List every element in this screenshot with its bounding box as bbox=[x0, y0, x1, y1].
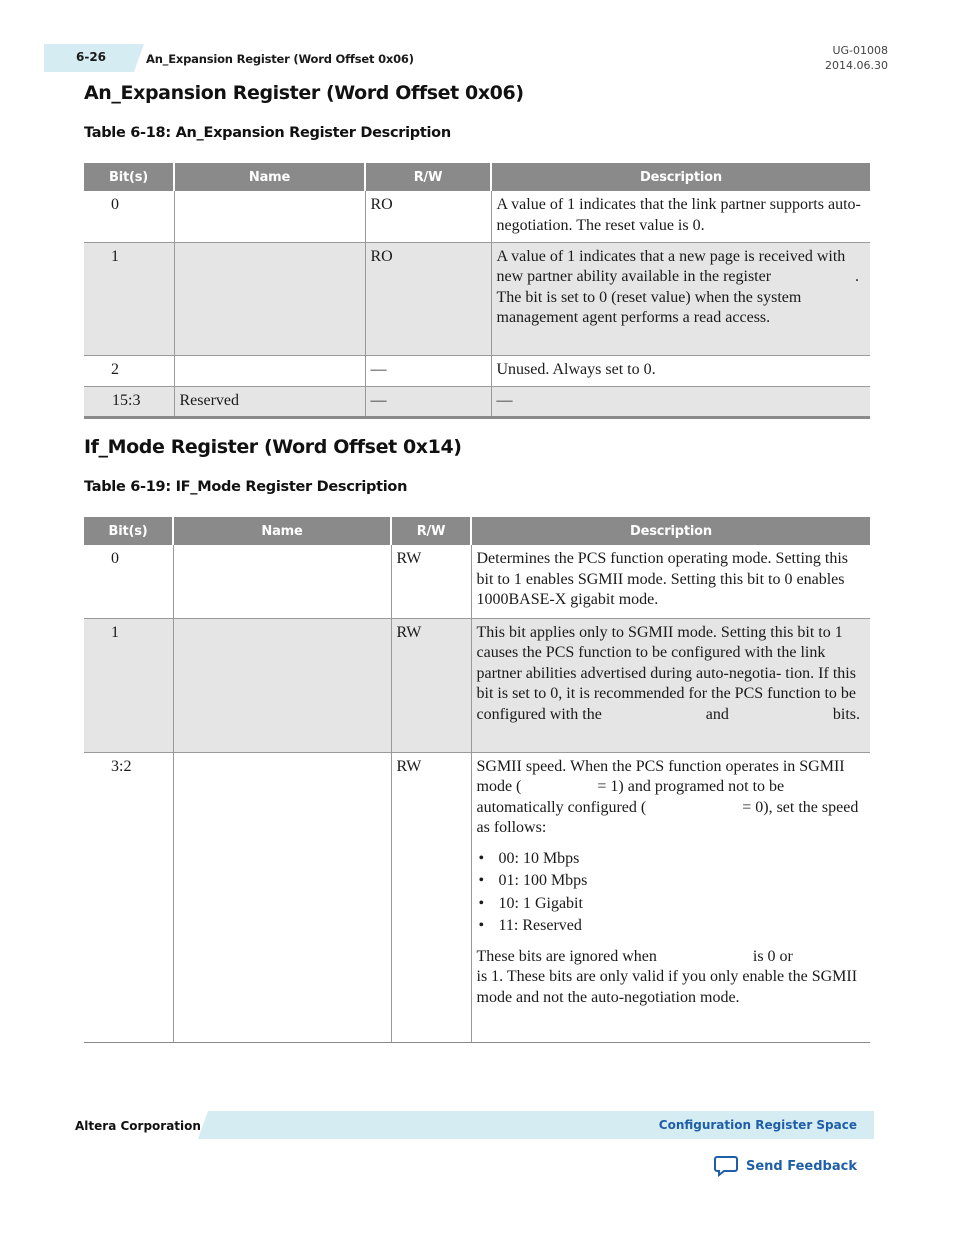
table-caption-6-18: Table 6-18: An_Expansion Register Description bbox=[84, 125, 451, 141]
cell-name bbox=[174, 242, 365, 355]
cell-bits: 15:3 bbox=[84, 386, 174, 418]
send-feedback-link[interactable] bbox=[714, 1155, 857, 1177]
table-row bbox=[84, 752, 870, 1042]
column-header-bits: Bit(s) bbox=[84, 517, 173, 545]
section-heading-if-mode: If_Mode Register (Word Offset 0x14) bbox=[84, 436, 462, 458]
cell-name: Reserved bbox=[174, 386, 365, 418]
column-header-description: Description bbox=[471, 517, 870, 545]
description-intro: SGMII speed. When the PCS function operates in SGMII mode ( = 1) and programed not to be automatically configured ( = 0), set the speed as follows: bbox=[476, 757, 863, 836]
column-header-name: Name bbox=[174, 163, 365, 191]
column-header-description: Description bbox=[491, 163, 870, 191]
if-mode-register-table bbox=[84, 517, 889, 1043]
table-row bbox=[84, 355, 870, 386]
running-head: An_Expansion Register (Word Offset 0x06) bbox=[146, 52, 414, 66]
cell-name bbox=[173, 545, 391, 618]
table-row bbox=[84, 618, 870, 752]
description-outro: These bits are ignored when is 0 or is 1. These bits are only valid if you only enable the SGMII mode and not the auto-negotiation mode. bbox=[476, 947, 889, 1006]
list-item: • 11: Reserved bbox=[477, 915, 866, 938]
cell-name bbox=[174, 355, 365, 386]
cell-bits: 0 bbox=[84, 191, 174, 242]
column-header-name: Name bbox=[173, 517, 391, 545]
feedback-speech-bubble-icon bbox=[714, 1155, 738, 1177]
cell-rw: — bbox=[365, 386, 491, 418]
document-id bbox=[825, 43, 888, 73]
page-number: 6-26 bbox=[76, 50, 107, 64]
section-heading-an-expansion: An_Expansion Register (Word Offset 0x06) bbox=[84, 82, 524, 104]
cell-rw: RW bbox=[391, 545, 471, 618]
cell-description: Determines the PCS function operating mode. Setting this bit to 1 enables SGMII mode. Setting this bit to 0 enables 1000BASE-X gigabit mode. bbox=[471, 545, 870, 618]
list-item: • 10: 1 Gigabit bbox=[477, 893, 866, 916]
cell-bits: 0 bbox=[84, 545, 173, 618]
column-header-rw: R/W bbox=[365, 163, 491, 191]
speed-options-list bbox=[477, 848, 866, 938]
cell-name bbox=[173, 618, 391, 752]
cell-bits: 1 bbox=[84, 242, 174, 355]
table-row bbox=[84, 242, 870, 355]
cell-description bbox=[471, 752, 889, 1042]
table-caption-6-19: Table 6-19: IF_Mode Register Description bbox=[84, 479, 408, 495]
table-row bbox=[84, 386, 870, 418]
cell-rw: RW bbox=[391, 752, 471, 1042]
table-header-row bbox=[84, 517, 870, 545]
send-feedback-label: Send Feedback bbox=[746, 1158, 857, 1174]
cell-bits: 2 bbox=[84, 355, 174, 386]
table-row bbox=[84, 545, 870, 618]
document-number: UG-01008 bbox=[832, 44, 888, 57]
table-row bbox=[84, 191, 870, 242]
cell-bits: 3:2 bbox=[84, 752, 173, 1042]
cell-bits: 1 bbox=[84, 618, 173, 752]
footer-company: Altera Corporation bbox=[75, 1119, 201, 1133]
list-item: • 01: 100 Mbps bbox=[477, 870, 866, 893]
cell-description: A value of 1 indicates that the link partner supports auto-negotiation. The reset value is 0. bbox=[491, 191, 870, 242]
footer-section-link[interactable]: Configuration Register Space bbox=[658, 1118, 857, 1132]
cell-rw: RW bbox=[391, 618, 471, 752]
cell-name bbox=[173, 752, 391, 1042]
column-header-bits: Bit(s) bbox=[84, 163, 174, 191]
cell-rw: RO bbox=[365, 242, 491, 355]
an-expansion-register-table bbox=[84, 163, 870, 419]
cell-description: This bit applies only to SGMII mode. Setting this bit to 1 causes the PCS function to be configured with the link partner abilities advertised during auto-negotia- tion. If this bit is set to 0, it is recommended for the PCS function to be configured with the and bits. bbox=[471, 618, 870, 752]
cell-rw: — bbox=[365, 355, 491, 386]
cell-description: A value of 1 indicates that a new page is received with new partner ability available in the register . The bit is set to 0 (reset value) when the system management agent performs a read access. bbox=[491, 242, 870, 355]
document-date: 2014.06.30 bbox=[825, 59, 888, 72]
cell-rw: RO bbox=[365, 191, 491, 242]
table-header-row bbox=[84, 163, 870, 191]
list-item: • 00: 10 Mbps bbox=[477, 848, 866, 871]
cell-description: Unused. Always set to 0. bbox=[491, 355, 870, 386]
cell-name bbox=[174, 191, 365, 242]
cell-description: — bbox=[491, 386, 870, 418]
column-header-rw: R/W bbox=[391, 517, 471, 545]
